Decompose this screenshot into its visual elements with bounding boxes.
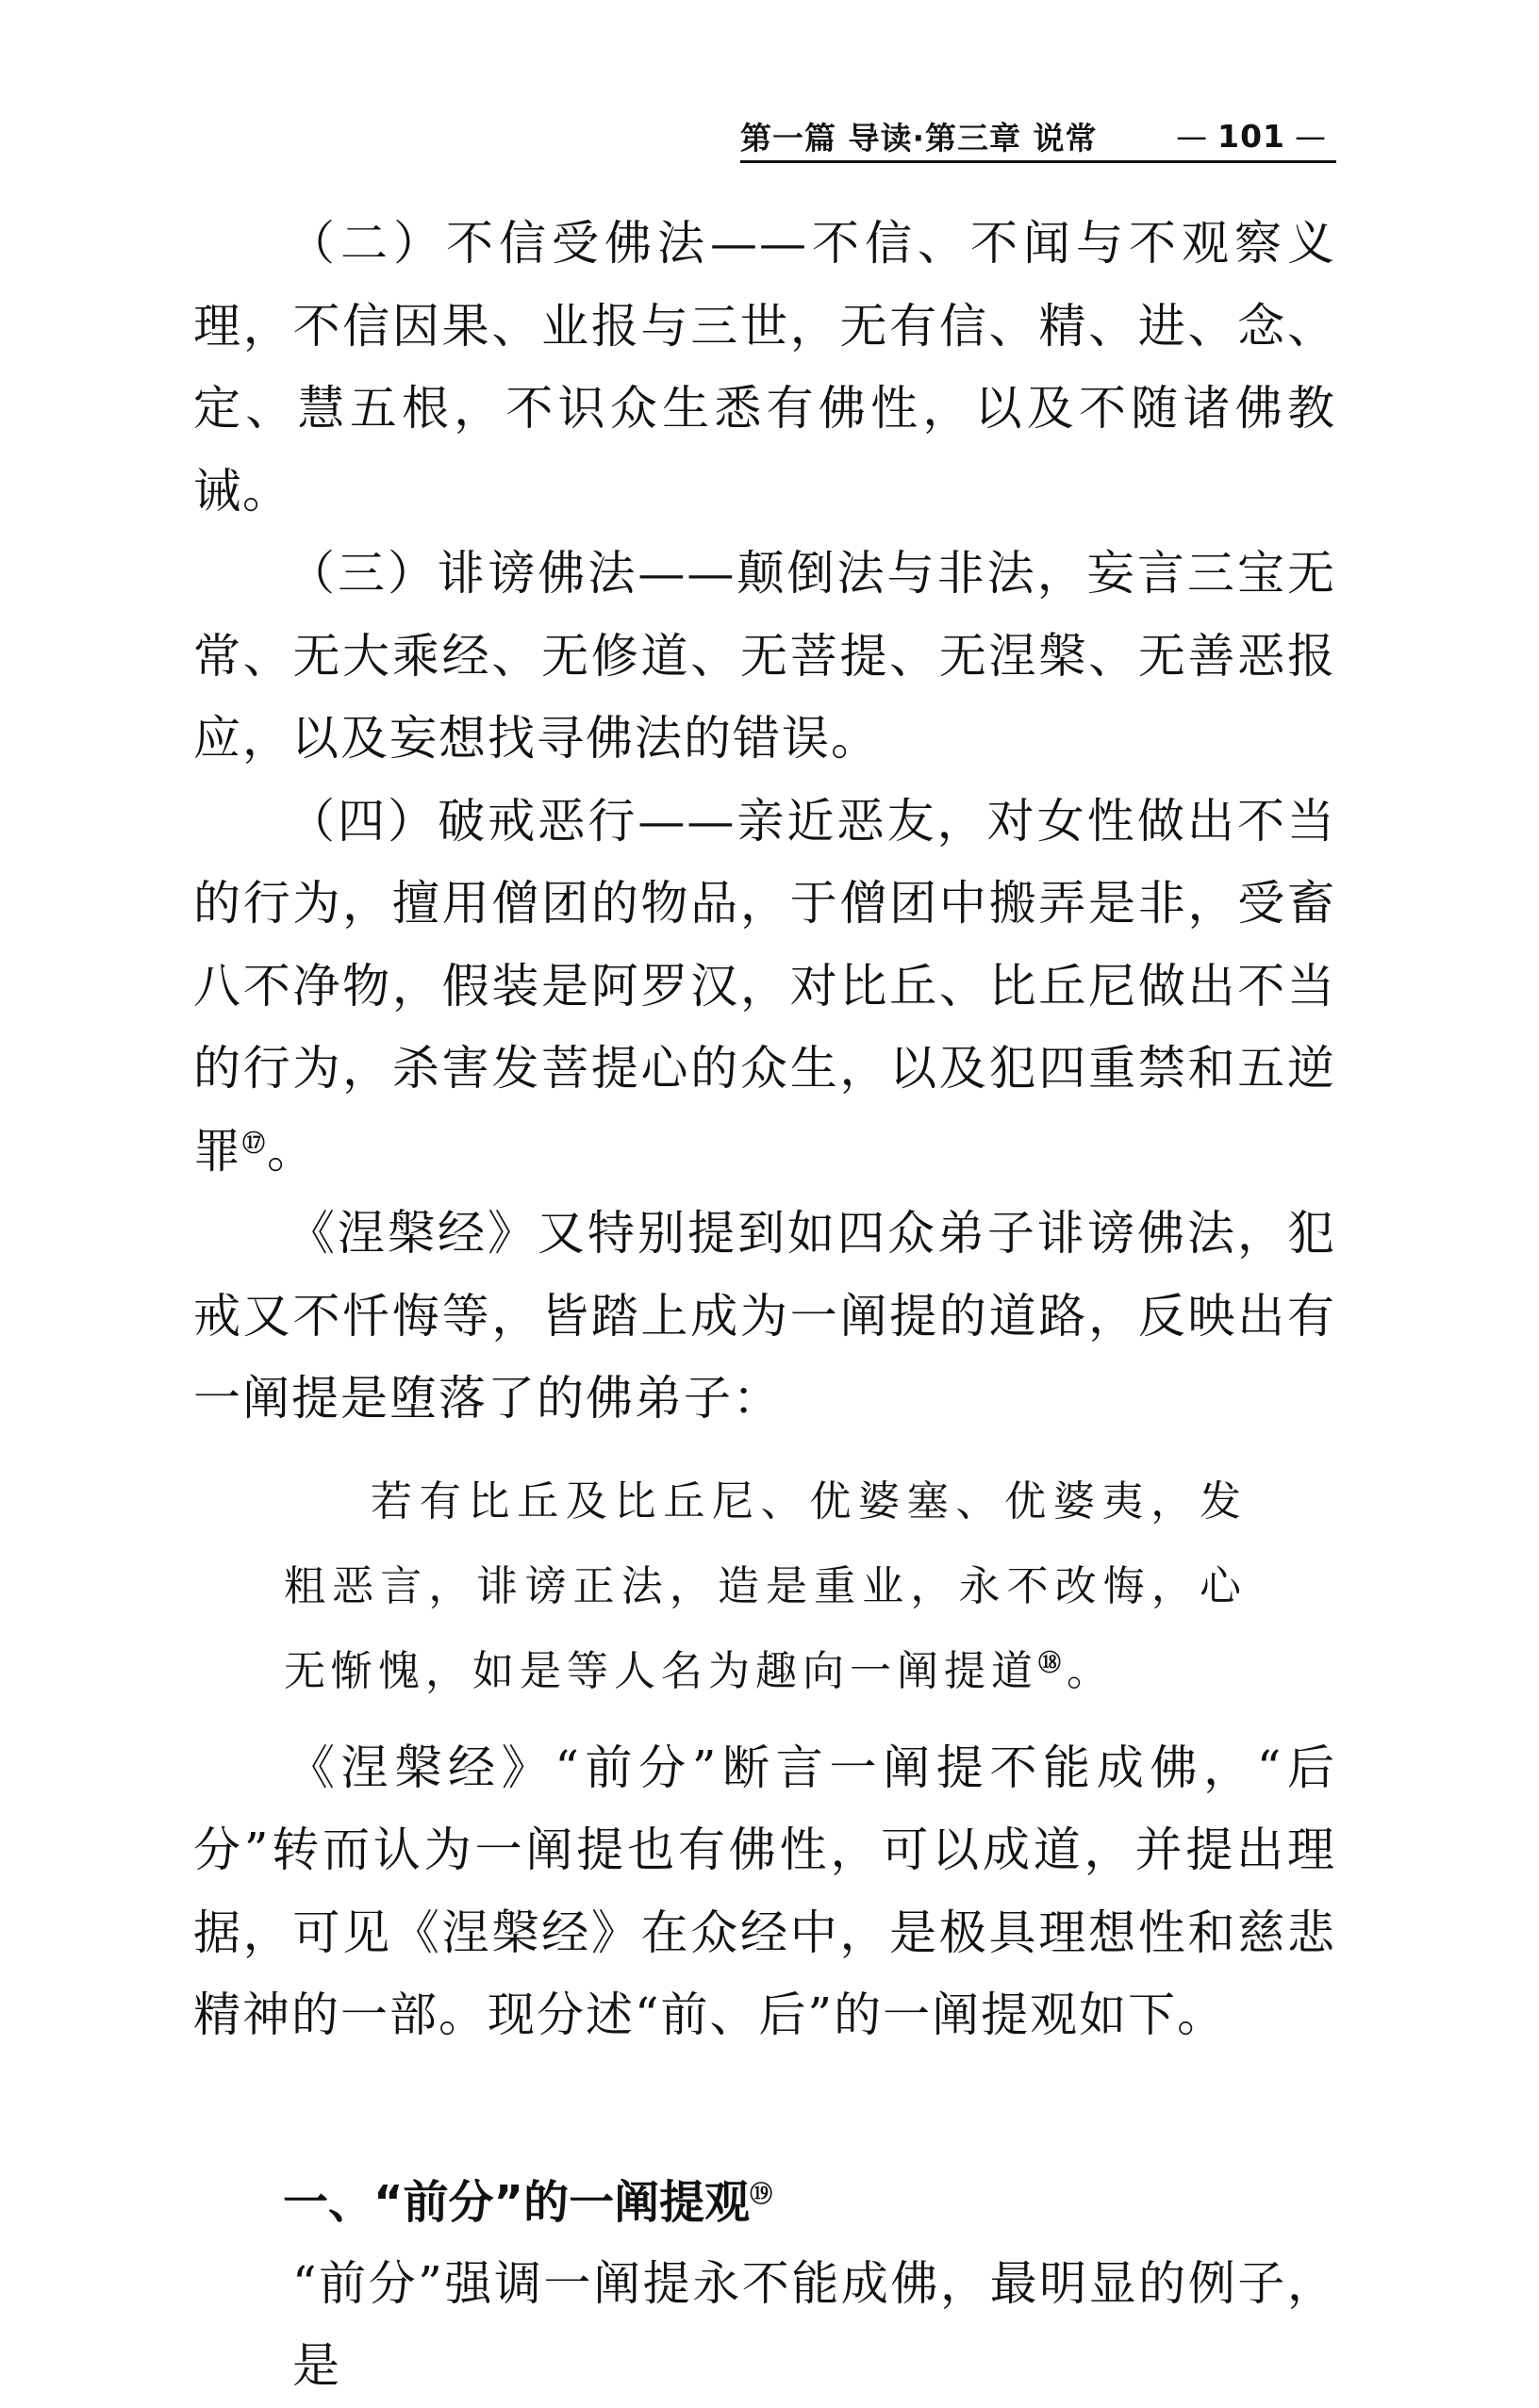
header-page: — 101 — bbox=[1176, 117, 1327, 155]
paragraph-2: （二）不信受佛法——不信、不闻与不观察义理，不信因果、业报与三世，无有信、精、进、念、定、慧五根，不识众生悉有佛性，以及不随诸佛教诫。 bbox=[193, 216, 1336, 519]
scripture-quote: 若有比丘及比丘尼、优婆塞、优婆夷，发粗恶言，诽谤正法，造是重业，永不改悔，心无惭愧，如是等人名为趣向一阐提道⑱。 bbox=[284, 1476, 1247, 1695]
paragraph-final: “前分”强调一阐提永不能成佛，最明显的例子，是 bbox=[292, 2255, 1336, 2393]
page-body bbox=[193, 203, 1336, 2408]
quote-text: 若有比丘及比丘尼、优婆塞、优婆夷，发粗恶言，诽谤正法，造是重业，永不改悔，心无惭愧，如是等人名为趣向一阐提道 bbox=[284, 1476, 1247, 1695]
page-number: 101 bbox=[1217, 117, 1285, 155]
section-heading-text: 一、“前分”的一阐提观 bbox=[283, 2175, 751, 2229]
footnote-marker: ⑲ bbox=[750, 2180, 773, 2207]
paragraph-4-text: （四）破戒恶行——亲近恶友，对女性做出不当的行为，擅用僧团的物品，于僧团中搬弄是非，受畜八不净物，假装是阿罗汉，对比丘、比丘尼做出不当的行为，杀害发菩提心的众生，以及犯四重禁和五逆罪 bbox=[193, 793, 1336, 1179]
footnote-marker: ⑰ bbox=[242, 1128, 267, 1156]
paragraph-3: （三）诽谤佛法——颠倒法与非法，妄言三宝无常、无大乘经、无修道、无菩提、无涅槃、无善恶报应，以及妄想找寻佛法的错误。 bbox=[193, 546, 1336, 766]
section-heading bbox=[193, 2163, 1336, 2243]
paragraph-intro-quote: 《涅槃经》又特别提到如四众弟子诽谤佛法，犯戒又不忏悔等，皆踏上成为一阐提的道路，反映出有一阐提是堕落了的佛弟子： bbox=[193, 1206, 1336, 1426]
paragraph-4: （四）破戒恶行——亲近恶友，对女性做出不当的行为，擅用僧团的物品，于僧团中搬弄是非，受畜八不净物，假装是阿罗汉，对比丘、比丘尼做出不当的行为，杀害发菩提心的众生，以及犯四重禁和五逆罪⑰。 bbox=[193, 793, 1336, 1179]
paragraph-after-quote: 《涅槃经》“前分”断言一阐提不能成佛，“后分”转而认为一阐提也有佛性，可以成道，并提出理据，可见《涅槃经》在众经中，是极具理想性和慈悲精神的一部。现分述“前、后”的一阐提观如下。 bbox=[193, 1740, 1336, 2042]
footnote-marker: ⑱ bbox=[1038, 1648, 1067, 1675]
header-chapter: 第一篇 导读·第三章 说常 bbox=[740, 119, 1098, 157]
running-header bbox=[740, 111, 1336, 163]
